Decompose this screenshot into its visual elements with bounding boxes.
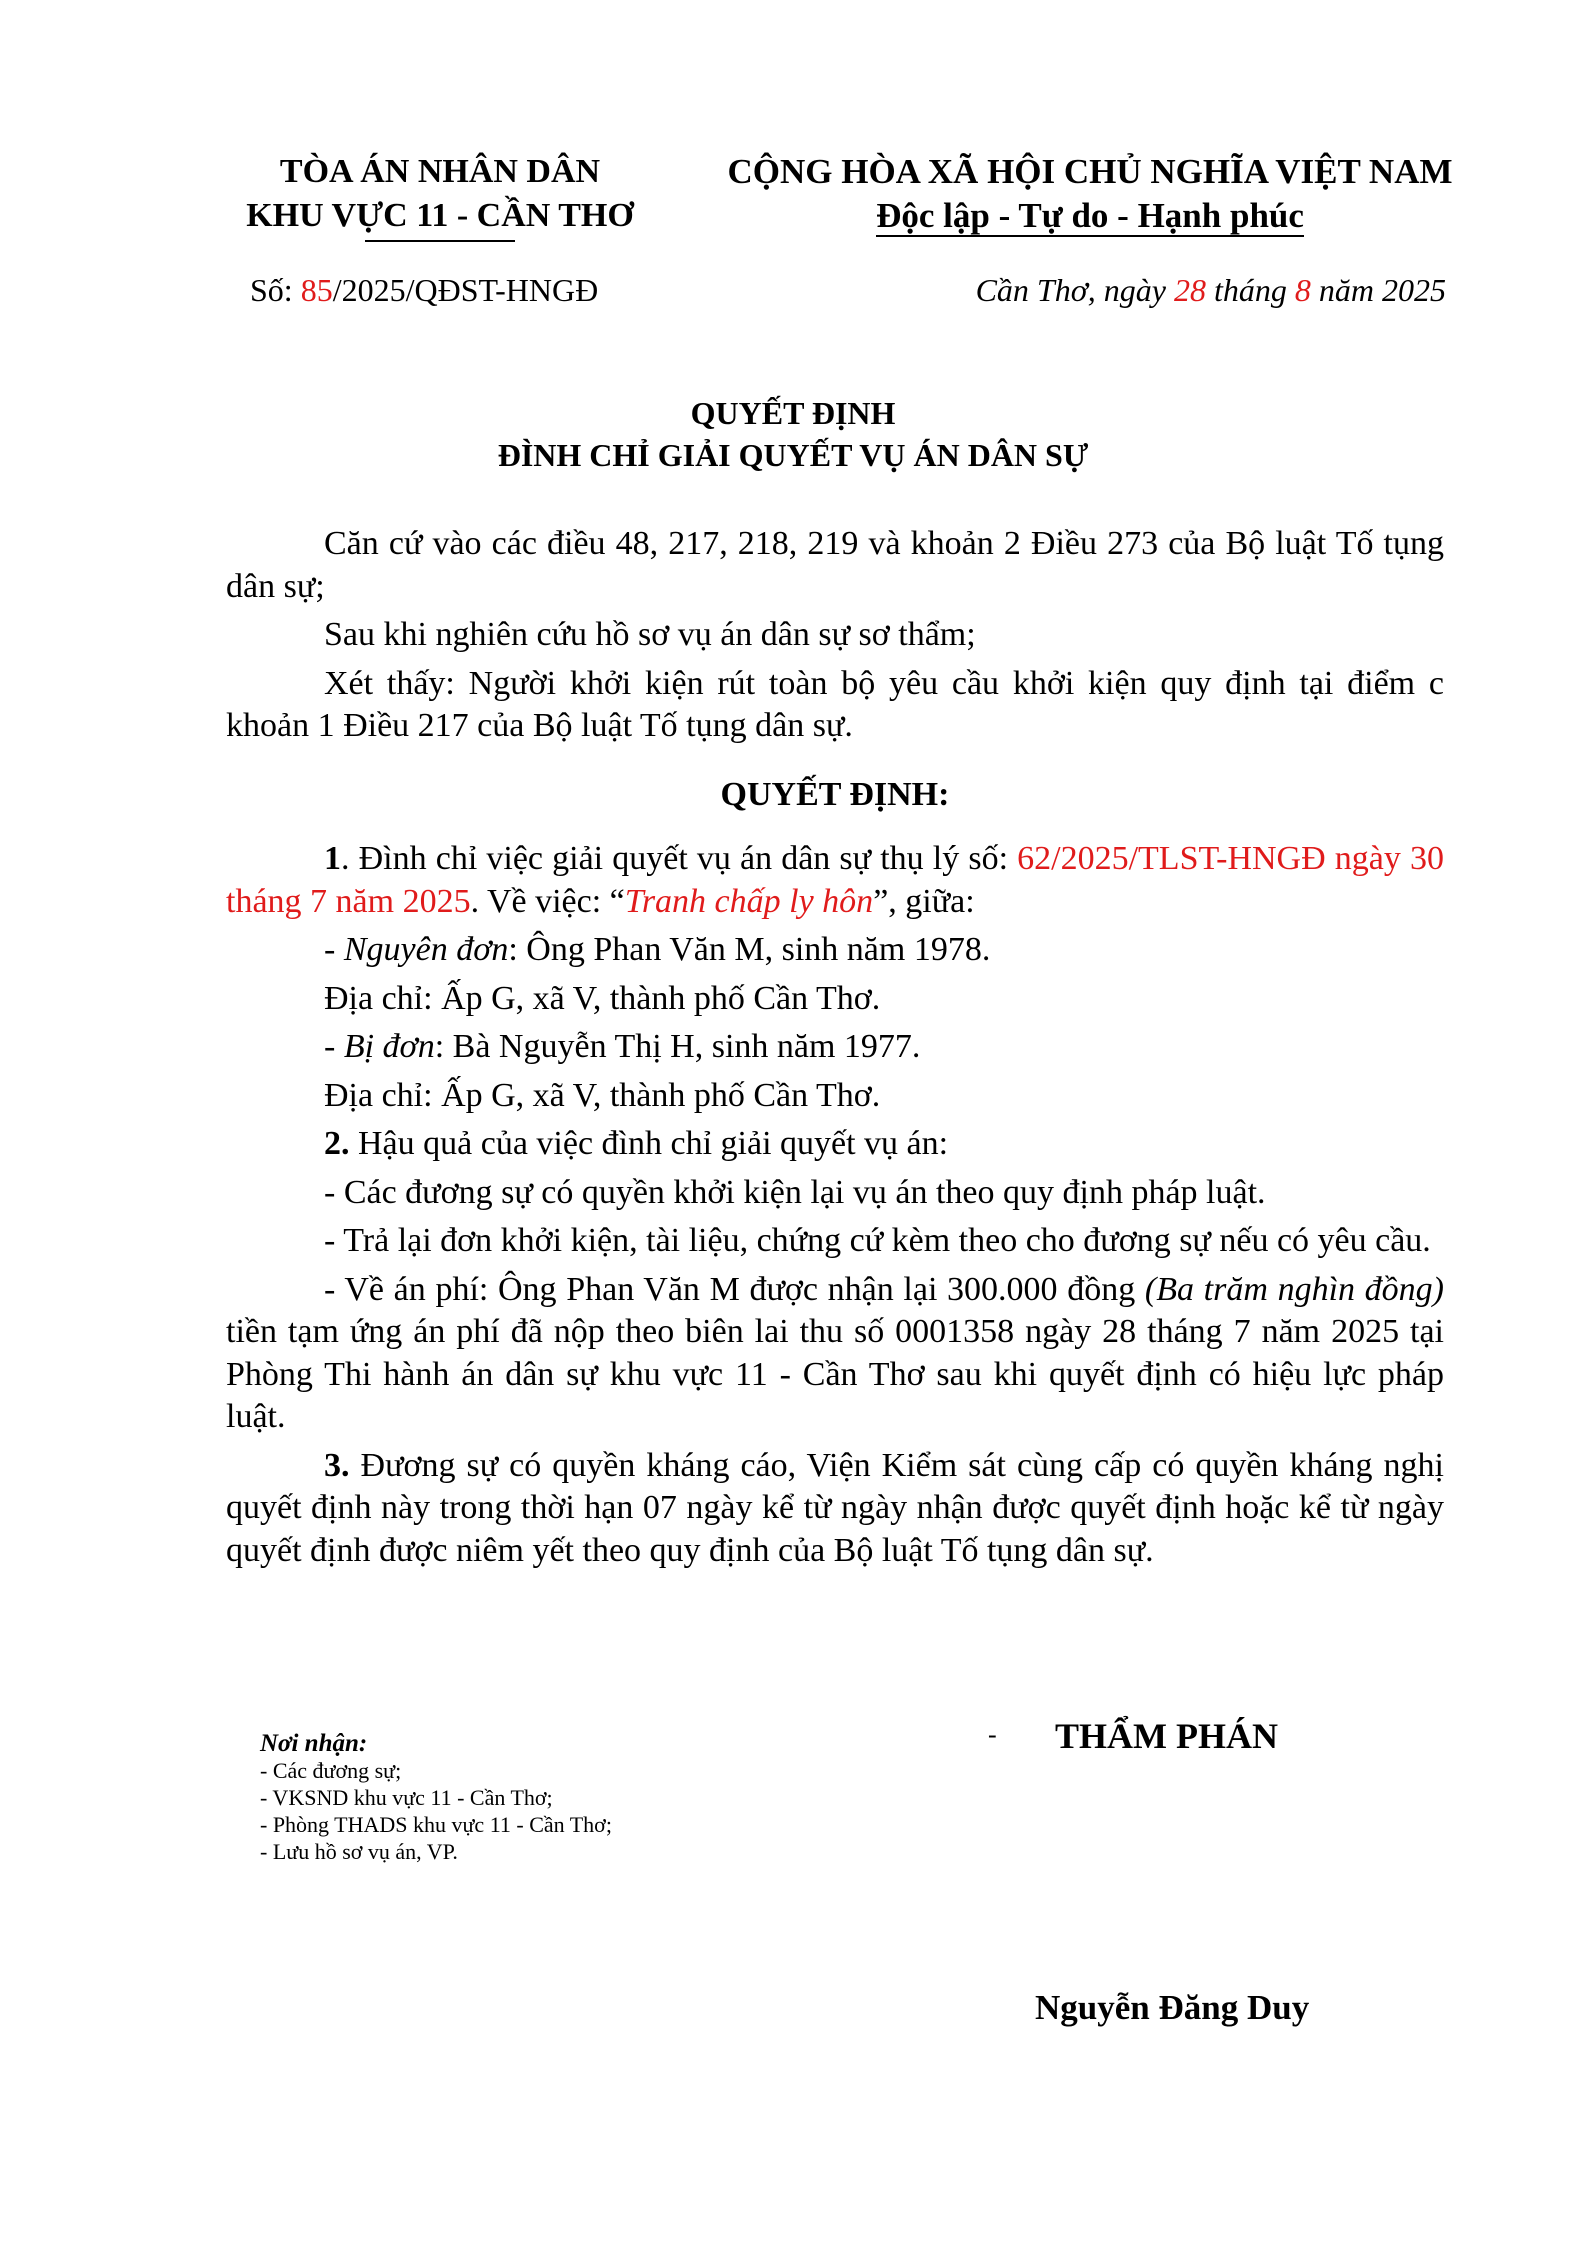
court-fee-words: (Ba trăm nghìn đồng) xyxy=(1144,1270,1444,1308)
item-3-text: Đương sự có quyền kháng cáo, Viện Kiểm sát cùng cấp có quyền kháng nghị quyết định này trong thời hạn 07 ngày kể từ ngày nhận được quyết định hoặc kể từ ngày quyết định được niêm yết theo quy định của Bộ luật Tố tụng dân sự. xyxy=(226,1446,1444,1569)
date-place: Cần Thơ, ngày xyxy=(975,272,1174,308)
item-1-text-c: ”, giữa: xyxy=(873,882,975,920)
item-2-bullet-3 xyxy=(226,1269,1444,1439)
basis-paragraph-3: Xét thấy: Người khởi kiện rút toàn bộ yêu cầu khởi kiện quy định tại điểm c khoản 1 Điều 217 của Bộ luật Tố tụng dân sự. xyxy=(226,664,1444,744)
number-value: 85 xyxy=(300,272,333,308)
item-3-number: 3. xyxy=(324,1446,350,1484)
judge-name: Nguyễn Đăng Duy xyxy=(1035,1988,1310,2027)
date-month-word: tháng xyxy=(1206,272,1295,308)
national-title: CỘNG HÒA XÃ HỘI CHỦ NGHĨA VIỆT NAM xyxy=(727,152,1453,191)
court-fee-text: - Về án phí: Ông Phan Văn M được nhận lại 300.000 đồng xyxy=(324,1270,1145,1308)
number-prefix: Số: xyxy=(250,272,301,308)
court-name-line1: TÒA ÁN NHÂN DÂN xyxy=(279,153,601,190)
basis-paragraph-1: Căn cứ vào các điều 48, 217, 218, 219 và khoản 2 Điều 273 của Bộ luật Tố tụng dân sự; xyxy=(226,525,1444,605)
recipient-item: - Lưu hồ sơ vụ án, VP. xyxy=(260,1839,458,1864)
national-motto: Độc lập - Tự do - Hạnh phúc xyxy=(876,196,1304,235)
item-2-text: Hậu quả của việc đình chỉ giải quyết vụ án: xyxy=(349,1125,949,1162)
court-fee-text-b: tiền tạm ứng án phí đã nộp theo biên lai thu số 0001358 ngày 28 tháng 7 năm 2025 tại Phòng Thi hành án dân sự khu vực 11 - Cần Thơ sau khi quyết định có hiệu lực pháp luật. xyxy=(226,1313,1444,1435)
decision-heading: QUYẾT ĐỊNH: xyxy=(720,775,950,813)
document-title xyxy=(0,392,1586,476)
title-line2: ĐÌNH CHỈ GIẢI QUYẾT VỤ ÁN DÂN SỰ xyxy=(497,437,1089,473)
item-1-text: . Đình chỉ việc giải quyết vụ án dân sự thụ lý số: xyxy=(341,840,1018,877)
defendant-line: - Bị đơn: Bà Nguyễn Thị H, sinh năm 1977. xyxy=(324,1028,921,1065)
document-body xyxy=(226,523,1444,1572)
issue-date xyxy=(976,272,1446,309)
date-month: 8 xyxy=(1294,272,1311,308)
recipient-item: - Các đương sự; xyxy=(260,1758,402,1783)
recipients-heading: Nơi nhận: xyxy=(260,1730,368,1757)
item-2-heading xyxy=(226,1123,1444,1166)
item-2-number: 2. xyxy=(324,1125,350,1162)
plaintiff-line: - Nguyên đơn: Ông Phan Văn M, sinh năm 1978. xyxy=(324,931,991,968)
case-number: 62/2025/TLST-HNGĐ ngày 30 tháng 7 năm 2025 xyxy=(226,840,1444,920)
court-name-block xyxy=(220,150,660,242)
decision-number xyxy=(250,272,598,309)
court-name-line2: KHU VỰC 11 - CẦN THƠ xyxy=(246,197,634,234)
defendant-label: Bị đơn xyxy=(343,1028,435,1065)
case-type: Tranh chấp ly hôn xyxy=(624,882,874,920)
national-header-block xyxy=(710,150,1470,238)
title-line1: QUYẾT ĐỊNH xyxy=(690,395,896,431)
item-2-bullet-2: - Trả lại đơn khởi kiện, tài liệu, chứng cứ kèm theo cho đương sự nếu có yêu cầu. xyxy=(324,1222,1431,1259)
recipients-block xyxy=(260,1730,612,1865)
item-1-number: 1 xyxy=(324,840,341,877)
item-2-bullet-1: - Các đương sự có quyền khởi kiện lại vụ án theo quy định pháp luật. xyxy=(324,1173,1266,1211)
recipient-item: - Phòng THADS khu vực 11 - Cần Thơ; xyxy=(260,1812,612,1837)
date-day: 28 xyxy=(1174,272,1206,308)
date-year: năm 2025 xyxy=(1310,272,1446,308)
basis-paragraph-2: Sau khi nghiên cứu hồ sơ vụ án dân sự sơ thẩm; xyxy=(324,616,976,653)
signature-dash: - xyxy=(988,1720,997,1749)
court-divider xyxy=(365,240,515,242)
defendant-info: : Bà Nguyễn Thị H, sinh năm 1977. xyxy=(434,1028,921,1065)
item-1 xyxy=(226,838,1444,923)
plaintiff-label: Nguyên đơn xyxy=(343,931,509,968)
number-suffix: /2025/QĐST-HNGĐ xyxy=(332,272,599,308)
defendant-address: Địa chỉ: Ấp G, xã V, thành phố Cần Thơ. xyxy=(324,1076,881,1114)
judge-title: THẨM PHÁN xyxy=(1055,1716,1278,1756)
plaintiff-address: Địa chỉ: Ấp G, xã V, thành phố Cần Thơ. xyxy=(324,979,881,1017)
item-1-text-b: . Về việc: “ xyxy=(470,882,625,920)
recipient-item: - VKSND khu vực 11 - Cần Thơ; xyxy=(260,1785,553,1810)
item-3 xyxy=(226,1445,1444,1573)
plaintiff-info: : Ông Phan Văn M, sinh năm 1978. xyxy=(508,931,991,968)
